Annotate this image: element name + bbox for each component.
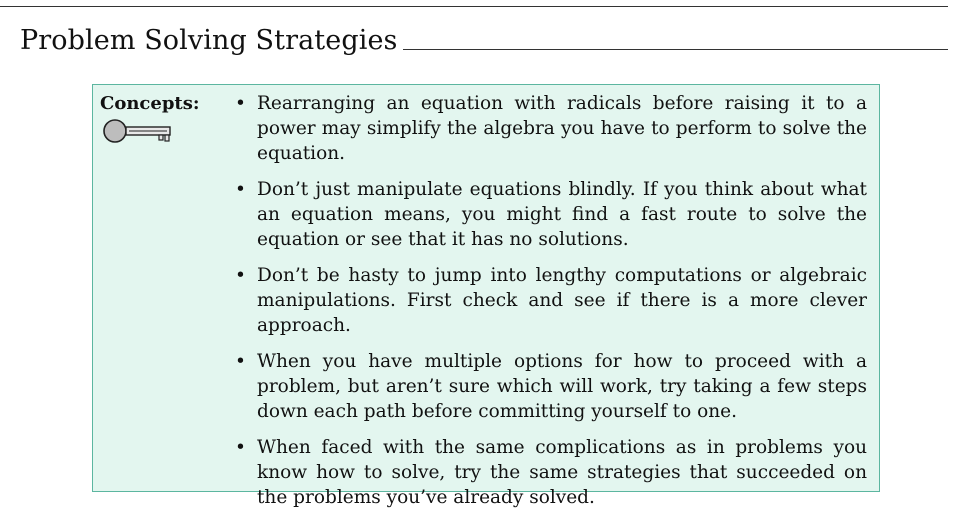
bullet: •	[235, 437, 246, 458]
bullet: •	[235, 93, 246, 114]
concept-item	[235, 435, 867, 510]
concept-text: When faced with the same complications as in problems you know how to solve, try the same strategies that succeeded on the problems you’ve already solved.	[257, 437, 867, 508]
section-title: Problem Solving Strategies	[20, 25, 398, 56]
title-rule	[403, 49, 948, 50]
top-rule	[0, 6, 948, 7]
concept-list	[235, 91, 867, 521]
concept-text: When you have multiple options for how to proceed with a problem, but aren’t sure which will work, try taking a few steps down each path before committing yourself to one.	[257, 351, 867, 422]
concept-text: Don’t be hasty to jump into lengthy computations or algebraic manipulations. First check and see if there is a more clever approach.	[257, 265, 867, 336]
concepts-label: Concepts:	[100, 93, 200, 114]
concepts-box	[92, 84, 880, 508]
concept-item	[235, 263, 867, 338]
concept-text: Rearranging an equation with radicals before raising it to a power may simplify the algebra you have to perform to solve the equation.	[257, 93, 867, 164]
bullet: •	[235, 265, 246, 286]
concept-item	[235, 177, 867, 252]
section-heading	[20, 20, 948, 56]
concept-item	[235, 349, 867, 424]
concept-item	[235, 91, 867, 166]
concept-text: Don’t just manipulate equations blindly. If you think about what an equation means, you might find a fast route to solve the equation or see that it has no solutions.	[257, 179, 867, 250]
key-icon	[101, 117, 175, 145]
bullet: •	[235, 179, 246, 200]
bullet: •	[235, 351, 246, 372]
